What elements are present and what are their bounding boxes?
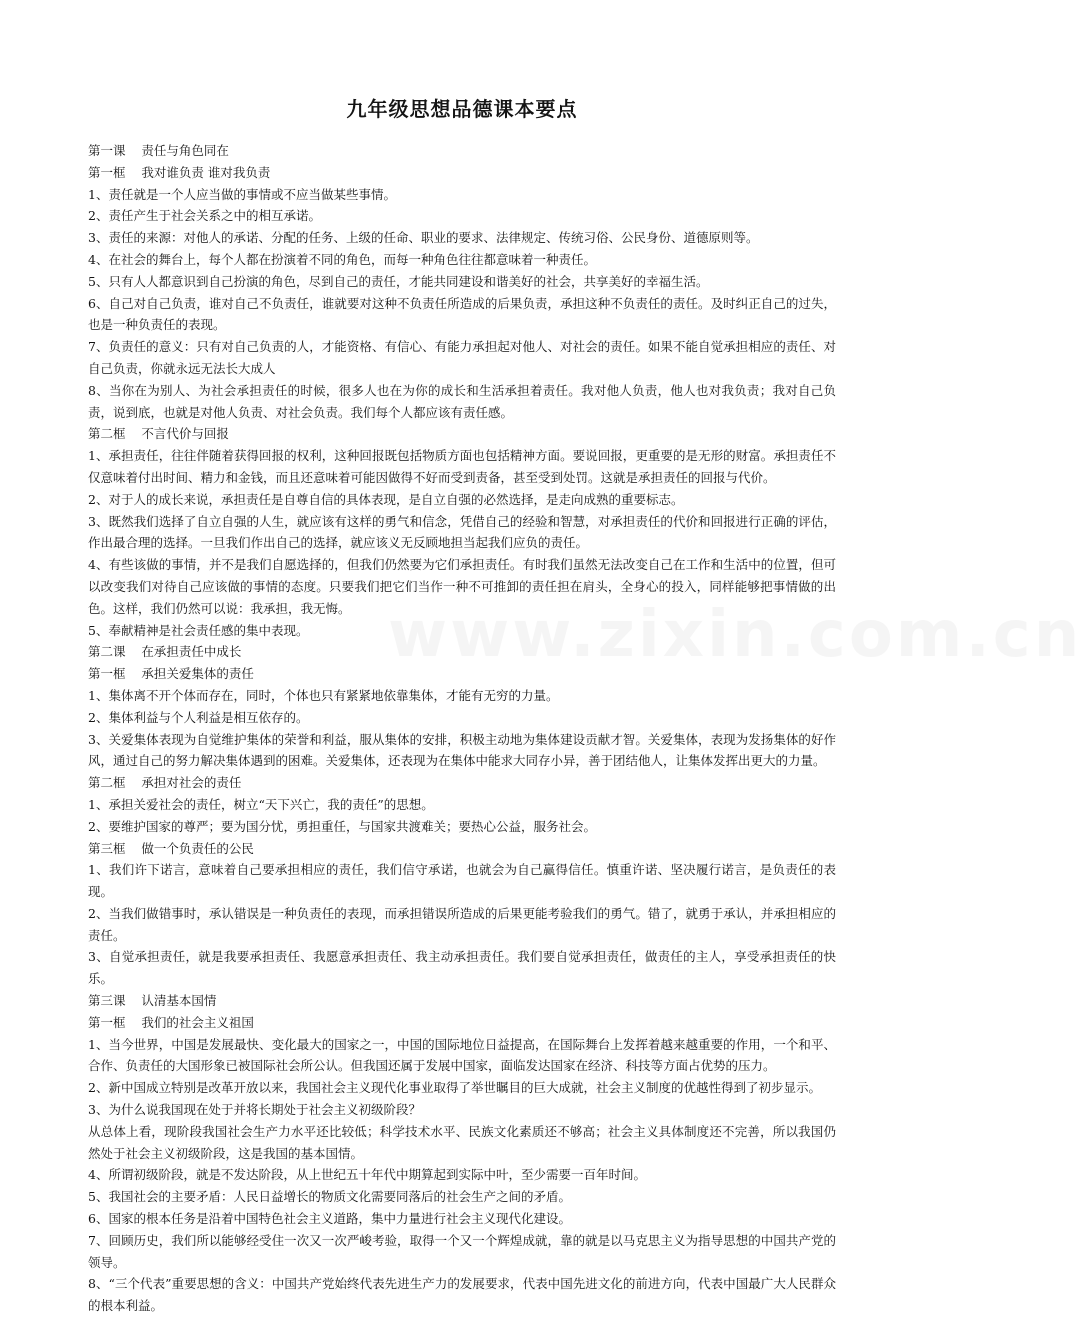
paragraph: 5、我国社会的主要矛盾：人民日益增长的物质文化需要同落后的社会生产之间的矛盾。 xyxy=(88,1189,571,1205)
document-page xyxy=(88,96,836,1317)
paragraph: 2、当我们做错事时，承认错误是一种负责任的表现，而承担错误所造成的后果更能考验我们的勇气。错了，就勇于承认，并承担相应的责任。 xyxy=(88,905,836,943)
section-heading: 第一框 我们的社会主义祖国 xyxy=(88,1014,254,1030)
section-heading: 第三框 做一个负责任的公民 xyxy=(88,840,254,856)
paragraph: 1、承担关爱社会的责任，树立“天下兴亡，我的责任”的思想。 xyxy=(88,796,434,812)
section-heading: 第三课 认清基本国情 xyxy=(88,993,217,1009)
section-heading: 第一课 责任与角色同在 xyxy=(88,143,229,158)
paragraph: 6、国家的根本任务是沿着中国特色社会主义道路，集中力量进行社会主义现代化建设。 xyxy=(88,1211,571,1227)
section-heading: 第一框 承担关爱集体的责任 xyxy=(88,666,254,682)
watermark: www.zixin.com.cn xyxy=(388,598,1082,672)
section-heading: 第二框 不言代价与回报 xyxy=(88,426,229,442)
section-heading: 第二框 承担对社会的责任 xyxy=(88,775,242,791)
paragraph: 1、承担责任，往往伴随着获得回报的权利，这种回报既包括物质方面也包括精神方面。要说回报，更重要的是无形的财富。承担责任不仅意味着付出时间、精力和金钱，而且还意味着可能因做得不好而受到责备，甚至受到处罚。这就是承担责任的回报与代价。 xyxy=(88,448,836,485)
paragraph: 4、所谓初级阶段，就是不发达阶段，从上世纪五十年代中期算起到实际中叶，至少需要一百年时间。 xyxy=(88,1167,646,1183)
paragraph: 4、有些该做的事情，并不是我们自愿选择的，但我们仍然要为它们承担责任。有时我们虽然无法改变自己在工作和生活中的位置，但可以改变我们对待自己应该做的事情的态度。只要我们把它们当作一种不可推卸的责任担在肩头，全身心的投入，同样能够把事情做的出色。这样，我们仍然可以说：我承担，我无悔。 xyxy=(88,557,836,616)
paragraph: 3、为什么说我国现在处于并将长期处于社会主义初级阶段？ xyxy=(88,1102,421,1118)
paragraph: 1、我们许下诺言，意味着自己要承担相应的责任，我们信守承诺，也就会为自己赢得信任。慎重许诺、坚决履行诺言，是负责任的表现。 xyxy=(88,862,836,900)
paragraph: 2、对于人的成长来说，承担责任是自尊自信的具体表现，是自立自强的必然选择，是走向成熟的重要标志。 xyxy=(88,491,684,507)
paragraph: 2、要维护国家的尊严；要为国分忧，勇担重任，与国家共渡难关；要热心公益，服务社会。 xyxy=(88,818,596,834)
paragraph: 4、在社会的舞台上，每个人都在扮演着不同的角色，而每一种角色往往都意味着一种责任。 xyxy=(88,251,596,267)
paragraph: 从总体上看，现阶段我国社会生产力水平还比较低；科学技术水平、民族文化素质还不够高；社会主义具体制度还不完善，所以我国仍然处于社会主义初级阶段，这是我国的基本国情。 xyxy=(88,1123,836,1161)
paragraph: 1、当今世界，中国是发展最快、变化最大的国家之一，中国的国际地位日益提高，在国际舞台上发挥着越来越重要的作用，一个和平、合作、负责任的大国形象已被国际社会所公认。但我国还属于发展中国家，面临发达国家在经济、科技等方面占优势的压力。 xyxy=(88,1036,836,1074)
paragraph: 6、自己对自己负责，谁对自己不负责任，谁就要对这种不负责任所造成的后果负责，承担这种不负责任的责任。及时纠正自己的过失，也是一种负责任的表现。 xyxy=(88,295,836,333)
paragraph: 7、负责任的意义：只有对自己负责的人，才能资格、有信心、有能力承担起对他人、对社会的责任。如果不能自觉承担相应的责任、对自己负责，你就永远无法长大成人 xyxy=(88,339,836,376)
paragraph: 3、责任的来源：对他人的承诺、分配的任务、上级的任命、职业的要求、法律规定、传统习俗、公民身份、道德原则等。 xyxy=(88,230,759,246)
paragraph: 2、新中国成立特别是改革开放以来，我国社会主义现代化事业取得了举世瞩目的巨大成就，社会主义制度的优越性得到了初步显示。 xyxy=(88,1080,821,1096)
document-body xyxy=(88,140,836,1317)
paragraph: 1、责任就是一个人应当做的事情或不应当做某些事情。 xyxy=(88,186,396,202)
paragraph: 8、当你在为别人、为社会承担责任的时候，很多人也在为你的成长和生活承担着责任。我对他人负责，他人也对我负责；我对自己负责，说到底，也就是对他人负责、对社会负责。我们每个人都应该有责任感。 xyxy=(88,382,836,420)
paragraph: 3、自觉承担责任，就是我要承担责任、我愿意承担责任、我主动承担责任。我们要自觉承担责任，做责任的主人，享受承担责任的快乐。 xyxy=(88,949,836,987)
paragraph: 2、责任产生于社会关系之中的相互承诺。 xyxy=(88,208,321,224)
paragraph: 5、只有人人都意识到自己扮演的角色，尽到自己的责任，才能共同建设和谐美好的社会，共享美好的幸福生活。 xyxy=(88,273,709,289)
paragraph: 3、关爱集体表现为自觉维护集体的荣誉和利益，服从集体的安排，积极主动地为集体建设贡献才智。关爱集体，表现为发扬集体的好作风，通过自己的努力解决集体遇到的困难。关爱集体，还表现为在集体中能求大同存小异，善于团结他人，让集体发挥出更大的力量。 xyxy=(88,731,836,769)
paragraph: 8、“三个代表”重要思想的含义：中国共产党始终代表先进生产力的发展要求，代表中国先进文化的前进方向，代表中国最广大人民群众的根本利益。 xyxy=(88,1276,836,1314)
section-heading: 第二课 在承担责任中成长 xyxy=(88,644,242,660)
document-title: 九年级思想品德课本要点 xyxy=(346,97,578,121)
paragraph: 2、集体利益与个人利益是相互依存的。 xyxy=(88,709,309,725)
paragraph: 1、集体离不开个体而存在，同时，个体也只有紧紧地依靠集体，才能有无穷的力量。 xyxy=(88,687,559,703)
section-heading: 第一框 我对谁负责 谁对我负责 xyxy=(88,164,271,180)
paragraph: 5、奉献精神是社会责任感的集中表现。 xyxy=(88,622,309,638)
paragraph: 3、既然我们选择了自立自强的人生，就应该有这样的勇气和信念，凭借自己的经验和智慧，对承担责任的代价和回报进行正确的评估，作出最合理的选择。一旦我们作出自己的选择，就应该义无反顾地担当起我们应负的责任。 xyxy=(88,513,836,551)
paragraph: 7、回顾历史，我们所以能够经受住一次又一次严峻考验，取得一个又一个辉煌成就，靠的就是以马克思主义为指导思想的中国共产党的领导。 xyxy=(88,1232,836,1270)
